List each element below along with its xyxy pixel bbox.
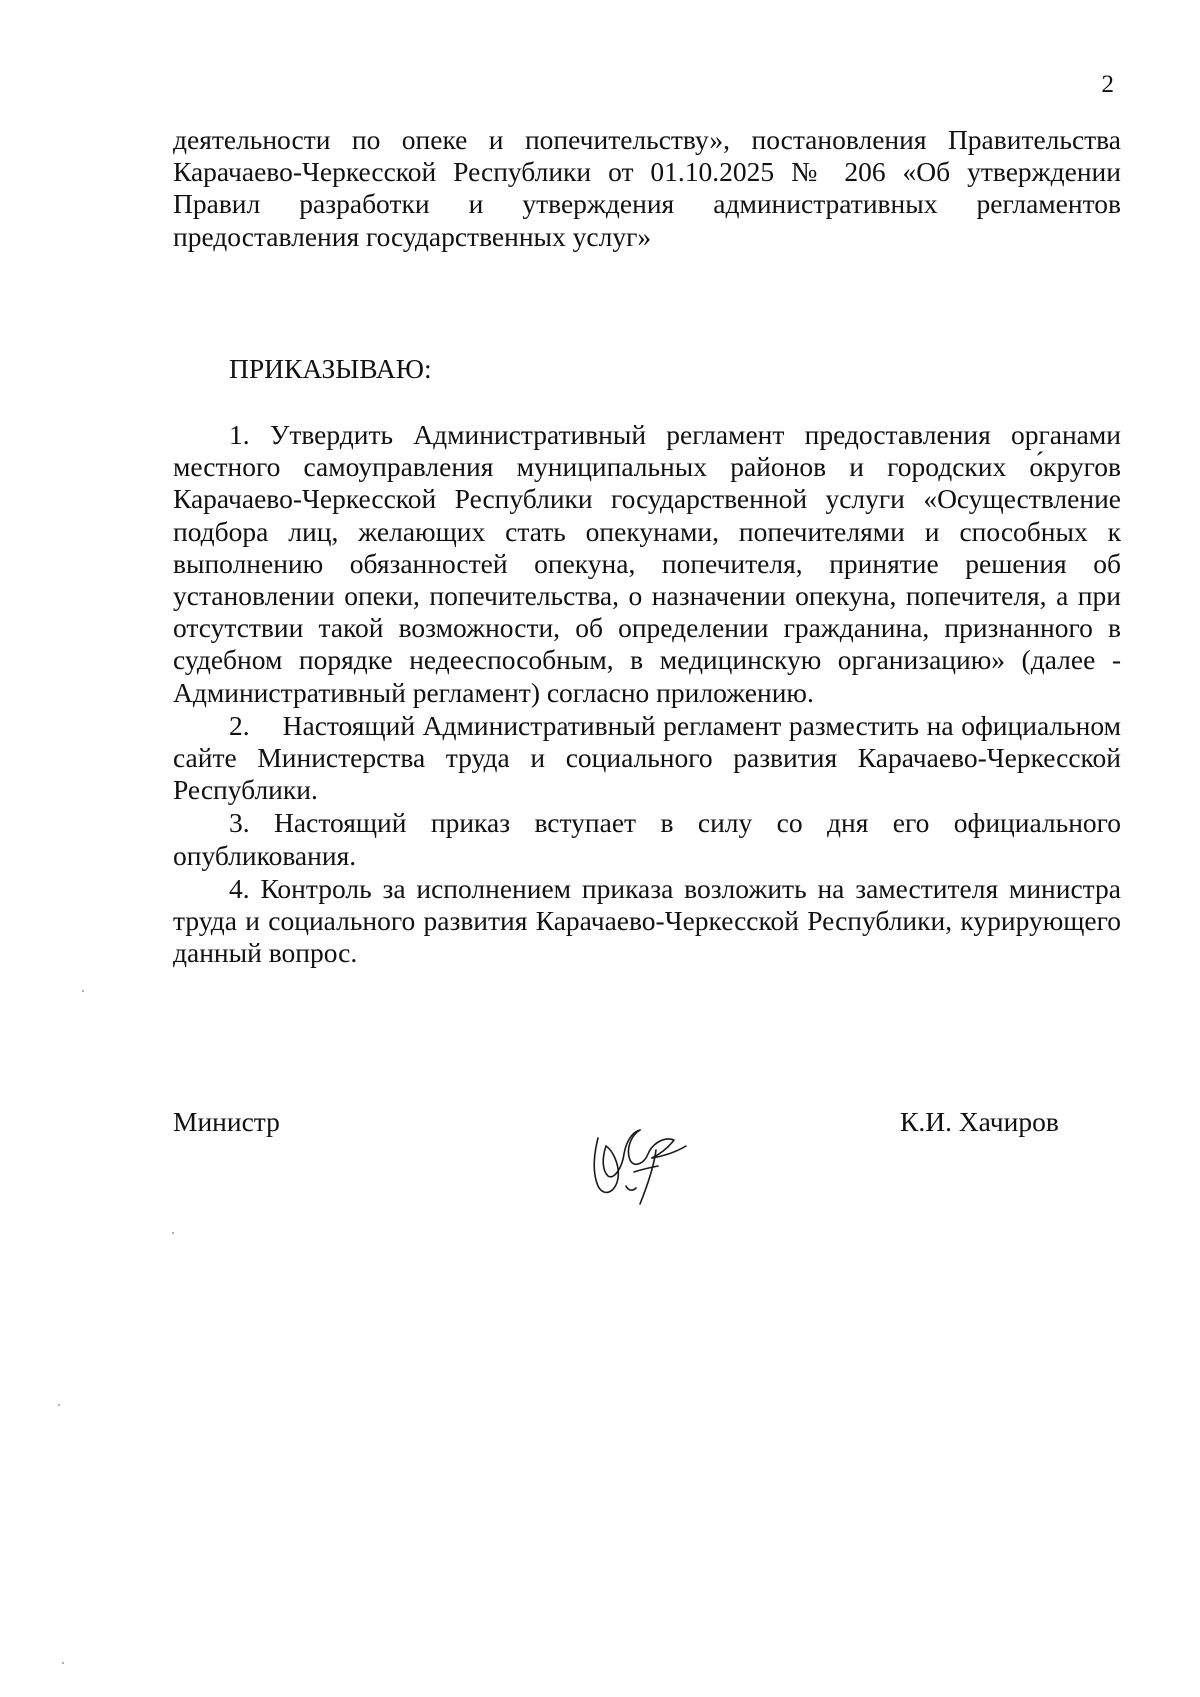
scan-speck [172,1232,174,1234]
intro-paragraph: деятельности по опеке и попечительству», постановления Правительства Карачаево-Черкесской Республики от 01.10.2025 № 206 «Об утверждении Правил разработки и утверждения административных регламентов предоставления государственных услуг» [173,124,1121,252]
order-item-1 [173,419,1121,709]
order-item-4 [173,873,1121,970]
order-item-number: 4. [229,872,250,904]
order-item-number: 3. [229,807,250,839]
order-item-text: Настоящий Административный регламент разместить на официальном сайте Министерства труда и социального развития Карачаево-Черкесской Республики. [173,709,1122,806]
scan-speck [58,1404,60,1406]
handwritten-signature [568,1106,708,1216]
order-item-text: Контроль за исполнением приказа возложить на заместителя министра труда и социального развития Карачаево-Черкесской Республики, курирующего данный вопрос. [173,872,1121,969]
scan-speck [62,1662,64,1664]
order-item-number: 2. [229,709,250,741]
page-number: 2 [1101,71,1114,98]
order-item-number: 1. [229,419,250,450]
order-item-text: Утвердить Административный регламент предоставления органами местного самоуправления муниципальных районов и городских о́кругов Карачаево-Черкесской Республики государственной услуги «Осуществление подбора лиц, желающих стать опекунами, попечителями и способных к выполнению обязанностей опекуна, попечителя, принятие решения об установлении опеки, попечительства, о назначении опекуна, попечителя, а при отсутствии такой возможности, об определении гражданина, признанного в судебном порядке недееспособным, в медицинскую организацию» (далее - Административный регламент) согласно приложению. [173,419,1121,708]
scan-speck [82,990,84,992]
order-items-list [173,419,1121,969]
signer-name: К.И. Хачиров [900,1106,1059,1137]
order-item-2 [173,710,1121,807]
signer-position: Министр [173,1106,280,1137]
order-heading: ПРИКАЗЫВАЮ: [229,353,432,384]
order-item-text: Настоящий приказ вступает в силу со дня его официального опубликования. [173,807,1121,871]
order-item-3 [173,807,1121,871]
